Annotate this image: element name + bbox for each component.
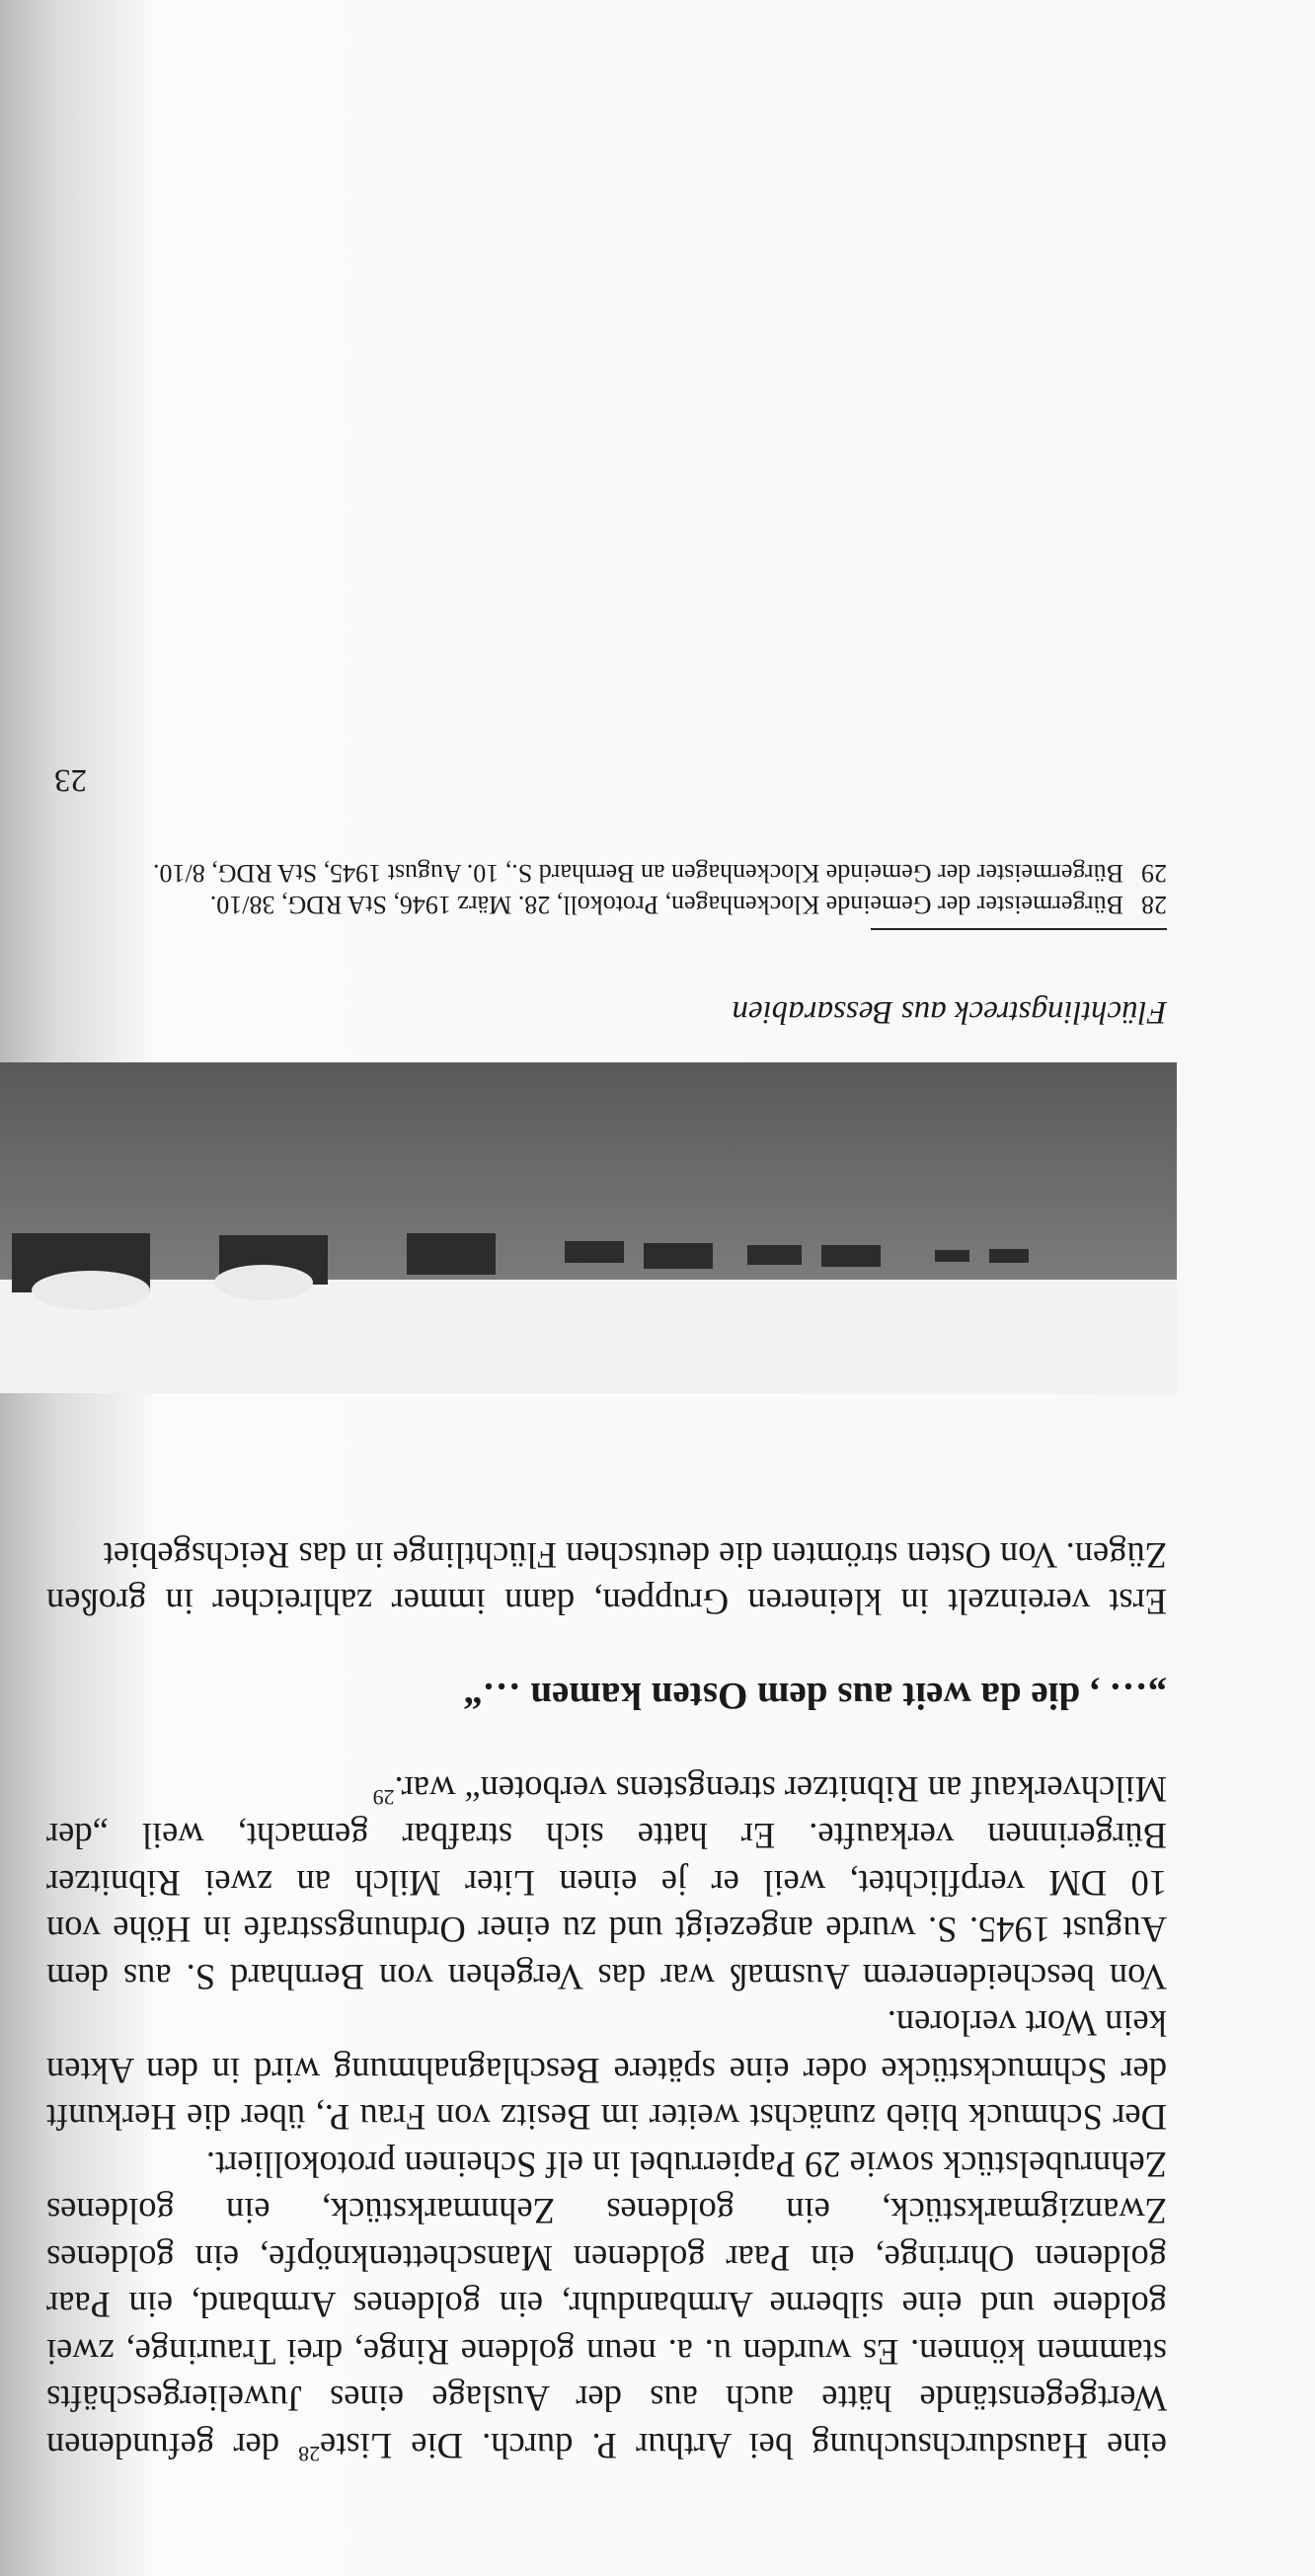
- section-heading: „… , die da weit aus dem Osten kamen …“: [463, 1675, 1167, 1718]
- paragraph-2: Der Schmuck blieb zunächst weiter im Besitz von Frau P., über die Herkunft der Schmuckstücke oder eine spätere Beschlagnahmung wird in den Akten kein Wort verloren.: [46, 2003, 1167, 2139]
- wagon-horizon-1: [989, 1250, 1029, 1264]
- sky-area: [0, 1276, 1177, 1394]
- wagon-far-2: [747, 1246, 802, 1266]
- cover-1: [214, 1266, 313, 1301]
- wagon-mid-1: [644, 1244, 713, 1270]
- paragraph-3-text: Von bescheidenerem Ausmaß war das Vergehen von Bernhard S. aus dem August 1945. S. wurde angezeigt und zu einer Ordnungsstrafe in Höhe von 10 DM verpflichtet, weil er je einen Liter Milch an zwei Ribnitzer Bürgerinnen verkaufte. Er hatte sich strafbar gemacht, weil „der Milchverkauf an Ribnitzer strengstens verboten“ war.: [46, 1769, 1167, 1997]
- cover-2: [32, 1272, 150, 1311]
- page-content: [46, 762, 1167, 2470]
- paragraph-3: [46, 1766, 1167, 2001]
- photo-illustration: [0, 1063, 1177, 1394]
- page-number: 23: [54, 762, 87, 799]
- section-gap-2: [46, 1626, 1167, 1673]
- paragraph-1: [46, 2142, 1167, 2470]
- wagon-mid-2: [565, 1242, 624, 1264]
- wagon-far-1: [821, 1246, 881, 1268]
- section-gap: [46, 1720, 1167, 1766]
- footnote-text: Bürgermeister der Gemeinde Klockenhagen an Bernhard S., 10. August 1945, StA RDG, 8/10.: [152, 859, 1123, 889]
- footnote-ref-28: 28: [298, 2442, 321, 2467]
- footnote-ref-29: 29: [372, 1785, 395, 1811]
- footnote-28: [46, 890, 1167, 921]
- paragraph-1-text-start: eine Hausdurchsuchung bei Arthur P. durch. Die Liste: [320, 2426, 1167, 2466]
- figure-caption: Flüchtlingstreck aus Bessarabien: [732, 994, 1167, 1031]
- paragraph-4: Erst vereinzelt in kleineren Gruppen, dann immer zahlreicher in großen Zügen. Von Osten strömten die deutschen Flüchtlinge in das Reichsgebiet: [46, 1535, 1167, 1623]
- paragraph-1-text-end: der gefundenen Wertgegenstände hätte auch aus der Auslage eines Juweliergeschäfts stammen können. Es wurden u. a. neun goldene Ringe, drei Trauringe, zwei goldene und eine silberne Armbanduhr, ein goldenes Armband, ein Paar goldenen Ohrringe, ein Paar goldenen Manschettenknöpfe, ein goldenes Zwanzigmarkstück, ein goldenes Zehnmarkstück, ein goldenes Zehnrubelstück sowie 29 Papierrubel in elf Scheinen protokolliert.: [46, 2145, 1167, 2466]
- footnote-text: Bürgermeister der Gemeinde Klockenhagen, Protokoll, 28. März 1946, StA RDG, 38/10.: [209, 891, 1123, 920]
- footnote-number: 29: [1141, 859, 1167, 889]
- refugee-trek-photo: [0, 1063, 1177, 1394]
- wagon-horizon-2: [935, 1251, 969, 1263]
- footnote-number: 28: [1141, 891, 1167, 920]
- wagon-near-1: [407, 1234, 496, 1276]
- footnote-29: [46, 858, 1167, 890]
- footnote-rule: [871, 929, 1167, 931]
